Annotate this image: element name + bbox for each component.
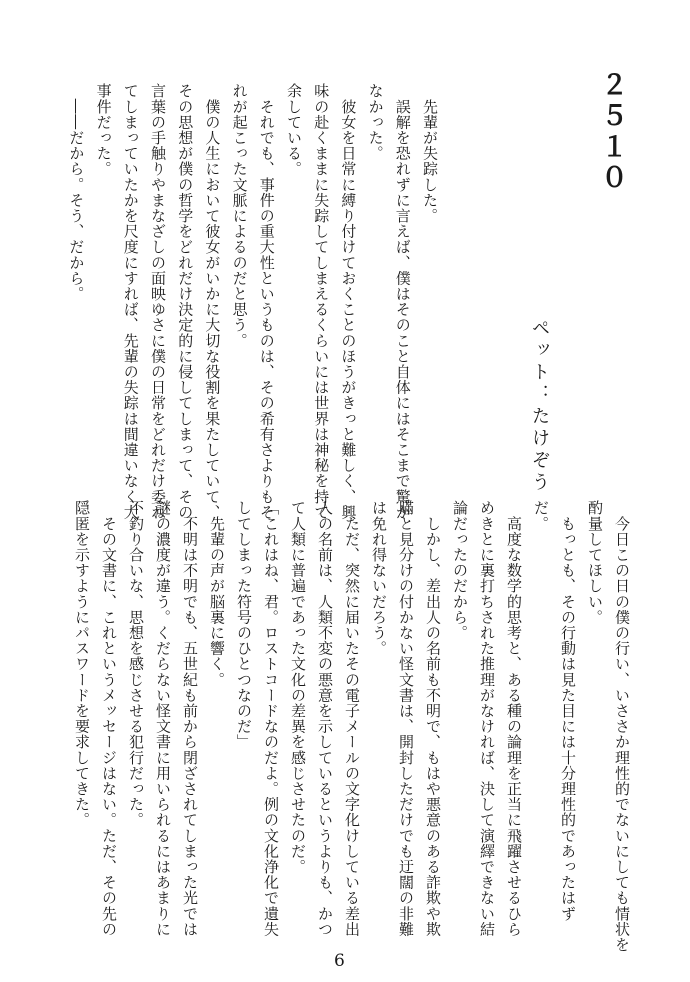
text-line: 謎の濃度が違う。くだらない怪文書に用いられるにはあまりに [154, 500, 172, 937]
text-line: 隠匿を示すようにパスワードを要求してきた。 [73, 500, 91, 828]
text-line: 彼女を日常に縛り付けておくことのほうがきっと難しく、興 [339, 83, 358, 520]
text-line: 論だったのだから。 [451, 500, 469, 641]
text-line: 不釣り合いな、思想を感じさせる犯行だった。 [127, 500, 145, 828]
text-line: 瞞と見分けの付かない怪文書は、開封しただけでも迂闊の非難 [397, 500, 415, 937]
text-line: 今日この日の僕の行い、いささか理性的でないにしても情状を [613, 500, 631, 953]
text-line: は免れ得ないだろう。 [370, 500, 388, 656]
text-line: めきとに裏打ちされた推理がなければ、決して演繹できない結 [478, 500, 496, 937]
text-line: それでも、事件の重大性というものは、その希有さよりもそ [257, 83, 276, 520]
text-line: 余している。 [285, 83, 303, 177]
text-line: もっとも、その行動は見た目には十分理性的であったはず [559, 500, 577, 922]
text-line: 不明は不明でも、五世紀も前から閉ざされてしまった光では [181, 500, 199, 937]
text-line: しかし、差出人の名前も不明で、もはや悪意のある詐欺や欺 [424, 500, 442, 937]
text-line: てしまっていたかを尺度にすれば、先輩の失踪は間違いなく大 [121, 83, 140, 520]
text-line: その文書に、これというメッセージはない。ただ、その先の [100, 500, 118, 937]
author-credit: ペット：たけぞう [529, 318, 550, 494]
text-line: て人類に普遍であった文化の差異を感じさせたのだ。 [289, 500, 307, 875]
text-line: 先輩が失踪した。 [421, 83, 439, 224]
text-line: 言葉の手触りやまなざしの面映ゆさに僕の日常をどれだけ委ね [149, 83, 167, 520]
text-line: 先輩の声が脳裏に響く。 [208, 500, 226, 688]
text-line: ただ、突然に届いたその電子メールの文字化けしている差出 [343, 500, 361, 937]
text-line: 誤解を恐れずに言えば、僕はそのこと自体にはそこまで驚か [393, 83, 412, 520]
text-line: 僕の人生において彼女がいかに大切な役割を果たしていて、 [203, 83, 222, 520]
text-line: 酌量してほしい。 [586, 500, 604, 625]
text-line: ――だから。そう、だから。 [67, 83, 86, 302]
text-line: 味の赴くままに失踪してしまえるくらいには世界は神秘を持て [312, 83, 331, 520]
text-line: だ。 [532, 500, 550, 532]
page-number: 6 [334, 951, 345, 971]
text-line: 「これはね、君。ロストコードなのだよ。例の文化浄化で遺失 [262, 500, 280, 937]
text-line: してしまった符号のひとつなのだ」 [235, 500, 253, 750]
text-line: 事件だった。 [94, 83, 113, 177]
text-line: 高度な数学的思考と、ある種の論理を正当に飛躍させるひら [505, 500, 523, 937]
story-title: ２５１０ [596, 70, 627, 194]
text-line: れが起こった文脈によるのだと思う。 [230, 83, 249, 349]
text-line: その思想が僕の哲学をどれだけ決定的に侵してしまって、その [176, 83, 195, 520]
text-line: 人の名前は、人類不変の悪意を示しているというよりも、かつ [316, 500, 334, 937]
text-line: なかった。 [366, 83, 385, 161]
